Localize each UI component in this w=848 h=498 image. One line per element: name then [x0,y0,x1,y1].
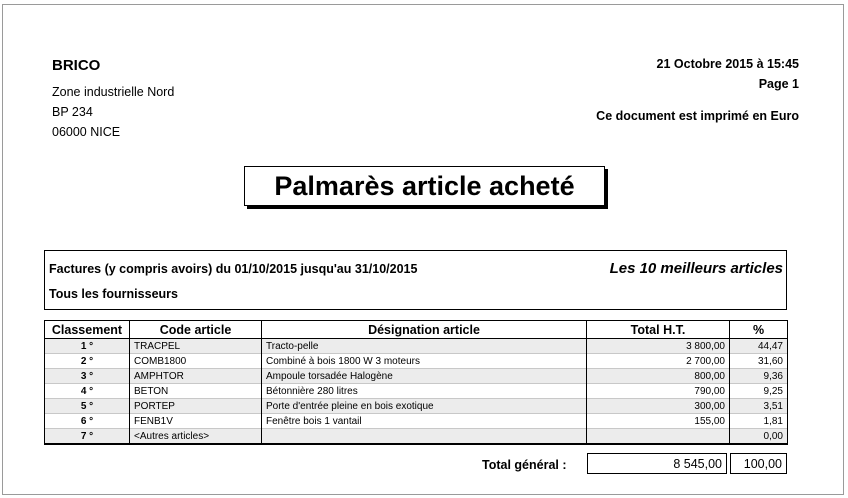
table-row [45,369,788,384]
cell-designation: Bétonnière 280 litres [262,384,587,399]
report-title-text: Palmarès article acheté [274,170,575,201]
cell-total: 800,00 [587,369,730,384]
table-row [45,339,788,354]
filter-period: Factures (y compris avoirs) du 01/10/2015 jusqu'au 31/10/2015 [49,262,418,276]
col-header-designation: Désignation article [262,321,587,339]
cell-designation [262,429,587,445]
page-number: Page 1 [758,77,799,91]
cell-pct: 0,00 [730,429,788,445]
cell-designation: Fenêtre bois 1 vantail [262,414,587,429]
grand-total-pct: 100,00 [730,453,787,474]
cell-rank: 7 ° [45,429,130,445]
cell-designation: Porte d'entrée pleine en bois exotique [262,399,587,414]
cell-pct: 3,51 [730,399,788,414]
ranking-table [44,320,788,445]
cell-rank: 4 ° [45,384,130,399]
cell-total [587,429,730,445]
table-row [45,399,788,414]
cell-code: FENB1V [130,414,262,429]
cell-total: 155,00 [587,414,730,429]
cell-code: <Autres articles> [130,429,262,445]
cell-pct: 1,81 [730,414,788,429]
company-address-line-1: Zone industrielle Nord [52,85,175,99]
grand-total-label: Total général : [482,458,567,472]
col-header-rank: Classement [45,321,130,339]
cell-total: 3 800,00 [587,339,730,354]
filter-scope: Les 10 meilleurs articles [609,260,783,277]
cell-designation: Ampoule torsadée Halogène [262,369,587,384]
cell-pct: 31,60 [730,354,788,369]
cell-designation: Combiné à bois 1800 W 3 moteurs [262,354,587,369]
cell-total: 300,00 [587,399,730,414]
cell-pct: 9,36 [730,369,788,384]
report-datetime: 21 Octobre 2015 à 15:45 [656,57,799,71]
cell-rank: 2 ° [45,354,130,369]
cell-rank: 6 ° [45,414,130,429]
cell-total: 2 700,00 [587,354,730,369]
company-address-line-2: BP 234 [52,105,93,119]
cell-code: TRACPEL [130,339,262,354]
company-name: BRICO [52,57,101,74]
cell-pct: 9,25 [730,384,788,399]
cell-pct: 44,47 [730,339,788,354]
cell-code: AMPHTOR [130,369,262,384]
col-header-code: Code article [130,321,262,339]
currency-note: Ce document est imprimé en Euro [596,109,799,123]
table-row [45,384,788,399]
cell-code: COMB1800 [130,354,262,369]
cell-code: BETON [130,384,262,399]
cell-designation: Tracto-pelle [262,339,587,354]
cell-code: PORTEP [130,399,262,414]
cell-rank: 5 ° [45,399,130,414]
filter-summary-box [44,250,787,310]
col-header-total: Total H.T. [587,321,730,339]
table-header-row [45,321,788,339]
cell-rank: 3 ° [45,369,130,384]
filter-suppliers: Tous les fournisseurs [49,287,178,301]
report-title [244,166,605,206]
col-header-pct: % [730,321,788,339]
cell-total: 790,00 [587,384,730,399]
grand-total-ht: 8 545,00 [587,453,727,474]
cell-rank: 1 ° [45,339,130,354]
company-address-line-3: 06000 NICE [52,125,121,139]
table-row [45,414,788,429]
table-row [45,429,788,445]
table-row [45,354,788,369]
